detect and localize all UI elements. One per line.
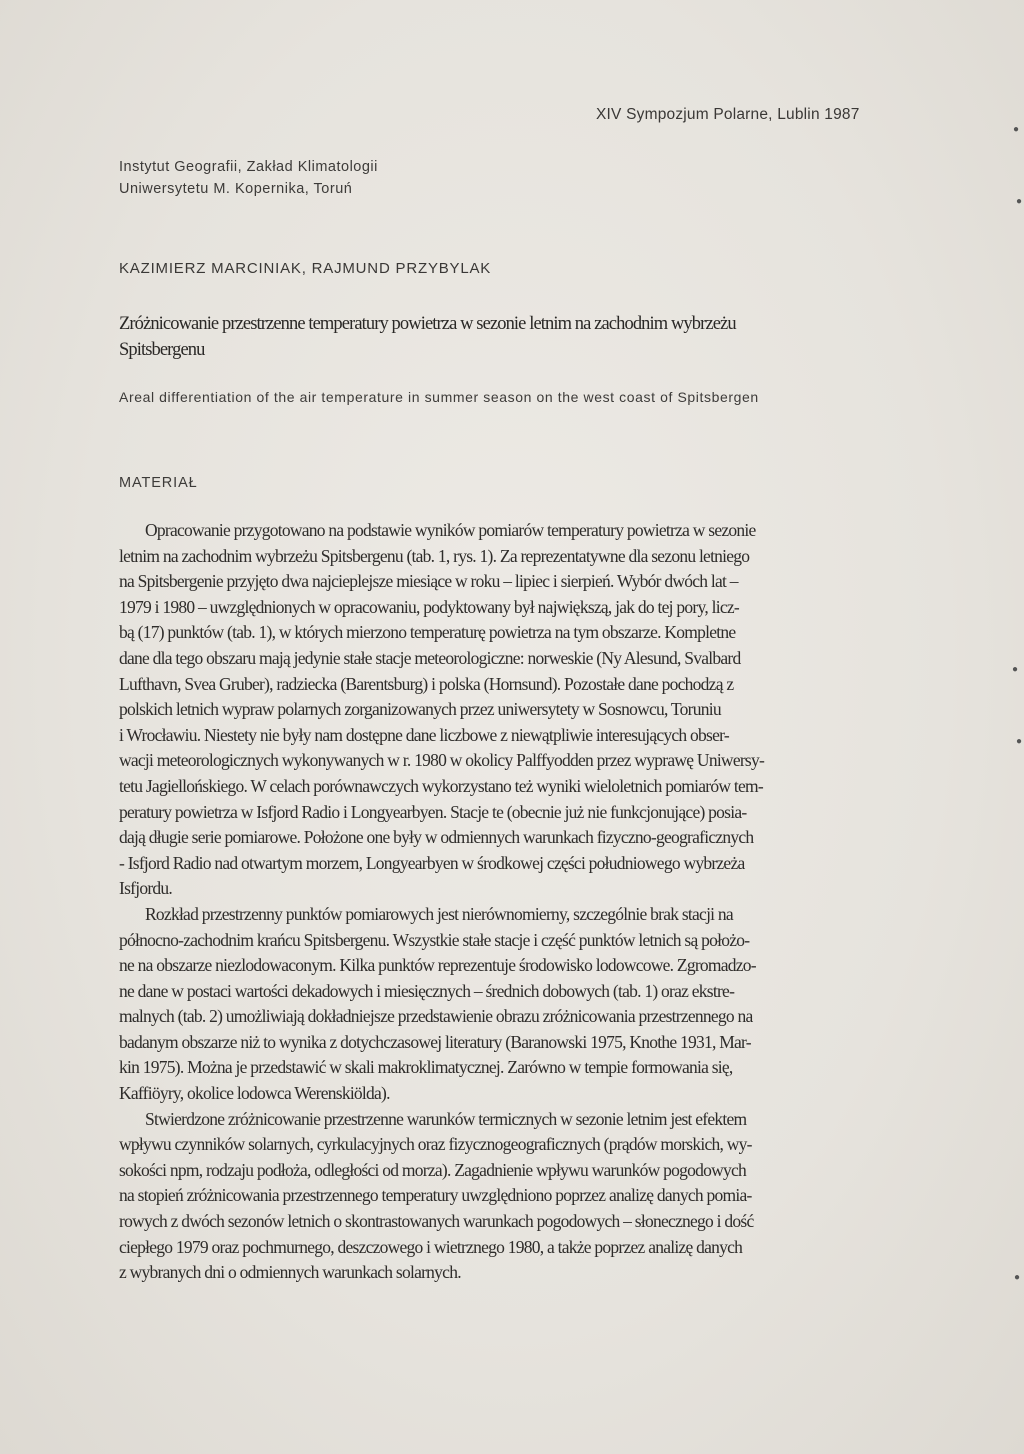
body-line: Opracowanie przygotowano na podstawie wyników pomiarów temperatury powietrza w sezonie [145, 520, 756, 540]
body-line: ne dane w postaci wartości dekadowych i miesięcznych – średnich dobowych (tab. 1) oraz ekstre- [119, 980, 735, 1001]
body-line: i Wrocławiu. Niestety nie były nam dostępne dane liczbowe z niewątpliwie interesujących obser- [119, 724, 729, 745]
authors: KAZIMIERZ MARCINIAK, RAJMUND PRZYBYLAK [119, 260, 492, 277]
body-line: polskich letnich wypraw polarnych zorganizowanych przez uniwersytety w Sosnowcu, Toruniu [119, 699, 721, 720]
section-heading: MATERIAŁ [119, 475, 198, 491]
body-line: rowych z dwóch sezonów letnich o skontrastowanych warunkach pogodowych – słonecznego i dość [119, 1211, 754, 1232]
scan-speck: ● [1013, 124, 1020, 135]
body-line: północno-zachodnim krańcu Spitsbergenu. Wszystkie stałe stacje i część punktów letnich są położo- [119, 929, 750, 950]
body-line: na Spitsbergenie przyjęto dwa najcieplejsze miesiące w roku – lipiec i sierpień. Wybór dwóch lat – [119, 571, 738, 592]
body-line: kin 1975). Można je przedstawić w skali makroklimatycznej. Zarówno w tempie formowania się, [119, 1057, 733, 1078]
body-line: Lufthavn, Svea Gruber), radziecka (Barentsburg) i polska (Hornsund). Pozostałe dane pochodzą z [119, 673, 734, 694]
affiliation-line: Uniwersytetu M. Kopernika, Toruń [119, 181, 353, 197]
body-text [119, 518, 899, 1286]
body-line: ciepłego 1979 oraz pochmurnego, deszczowego i wietrznego 1980, a także poprzez analizę danych [119, 1236, 743, 1257]
body-line: z wybranych dni o odmiennych warunkach solarnych. [119, 1262, 461, 1283]
scan-speck: ● [1012, 664, 1019, 675]
body-line: bą (17) punktów (tab. 1), w których mierzono temperaturę powietrza na tym obszarze. Kompletne [119, 622, 736, 643]
title-english: Areal differentiation of the air temperature in summer season on the west coast of Spitsbergen [119, 389, 759, 405]
title-line: Zróżnicowanie przestrzenne temperatury powietrza w sezonie letnim na zachodnim wybrzeżu [119, 314, 736, 334]
scan-speck: ● [1016, 736, 1023, 747]
body-line: Stwierdzone zróżnicowanie przestrzenne warunków termicznych w sezonie letnim jest efektem [145, 1108, 747, 1129]
body-line: Rozkład przestrzenny punktów pomiarowych jest nierównomierny, szczególnie brak stacji na [145, 903, 733, 924]
body-line: dane dla tego obszaru mają jedynie stałe stacje meteorologiczne: norweskie (Ny Alesund, Svalbard [119, 647, 741, 668]
body-line: Kaffiöyry, okolice lodowca Werenskiölda). [119, 1083, 390, 1104]
title-line: Spitsbergenu [119, 340, 205, 360]
body-line: - Isfjord Radio nad otwartym morzem, Longyearbyen w środkowej części południowego wybrzeża [119, 852, 745, 873]
body-line: wpływu czynników solarnych, cyrkulacyjnych oraz fizycznogeograficznych (prądów morskich, wy- [119, 1134, 752, 1155]
body-line: dają długie serie pomiarowe. Położone one były w odmiennych warunkach fizyczno-geograficznych [119, 827, 754, 848]
body-line: na stopień zróżnicowania przestrzennego temperatury uwzględniono poprzez analizę danych pomia- [119, 1185, 752, 1206]
scan-speck: ● [1014, 1272, 1021, 1283]
body-line: ne na obszarze niezlodowaconym. Kilka punktów reprezentuje środowisko lodowcowe. Zgromadzo- [119, 955, 756, 976]
body-line: 1979 i 1980 – uwzględnionych w opracowaniu, podyktowany był największą, jak do tej pory, licz- [119, 596, 739, 617]
body-line: wacji meteorologicznych wykonywanych w r. 1980 w okolicy Palffyodden przez wyprawę Uniwersy- [119, 750, 765, 771]
body-line: letnim na zachodnim wybrzeżu Spitsbergenu (tab. 1, rys. 1). Za reprezentatywne dla sezonu letniego [119, 545, 750, 566]
body-line: sokości npm, rodzaju podłoża, odległości od morza). Zagadnienie wpływu warunków pogodowych [119, 1159, 746, 1180]
body-line: malnych (tab. 2) umożliwiają dokładniejsze przedstawienie obrazu zróżnicowania przestrzennego na [119, 1006, 753, 1027]
affiliation [119, 156, 378, 200]
body-line: badanym obszarze niż to wynika z dotychczasowej literatury (Baranowski 1975, Knothe 1931, Mar- [119, 1031, 751, 1052]
symposium-header: XIV Sympozjum Polarne, Lublin 1987 [596, 106, 860, 123]
body-line: peratury powietrza w Isfjord Radio i Longyearbyen. Stacje te (obecnie już nie funkcjonujące) posia- [119, 801, 747, 822]
title-polish [119, 311, 879, 363]
scan-speck: ● [1016, 196, 1023, 207]
affiliation-line: Instytut Geografii, Zakład Klimatologii [119, 159, 378, 175]
body-line: tetu Jagiellońskiego. W celach porównawczych wykorzystano też wyniki wieloletnich pomiarów tem- [119, 775, 763, 796]
body-line: Isfjordu. [119, 878, 173, 899]
